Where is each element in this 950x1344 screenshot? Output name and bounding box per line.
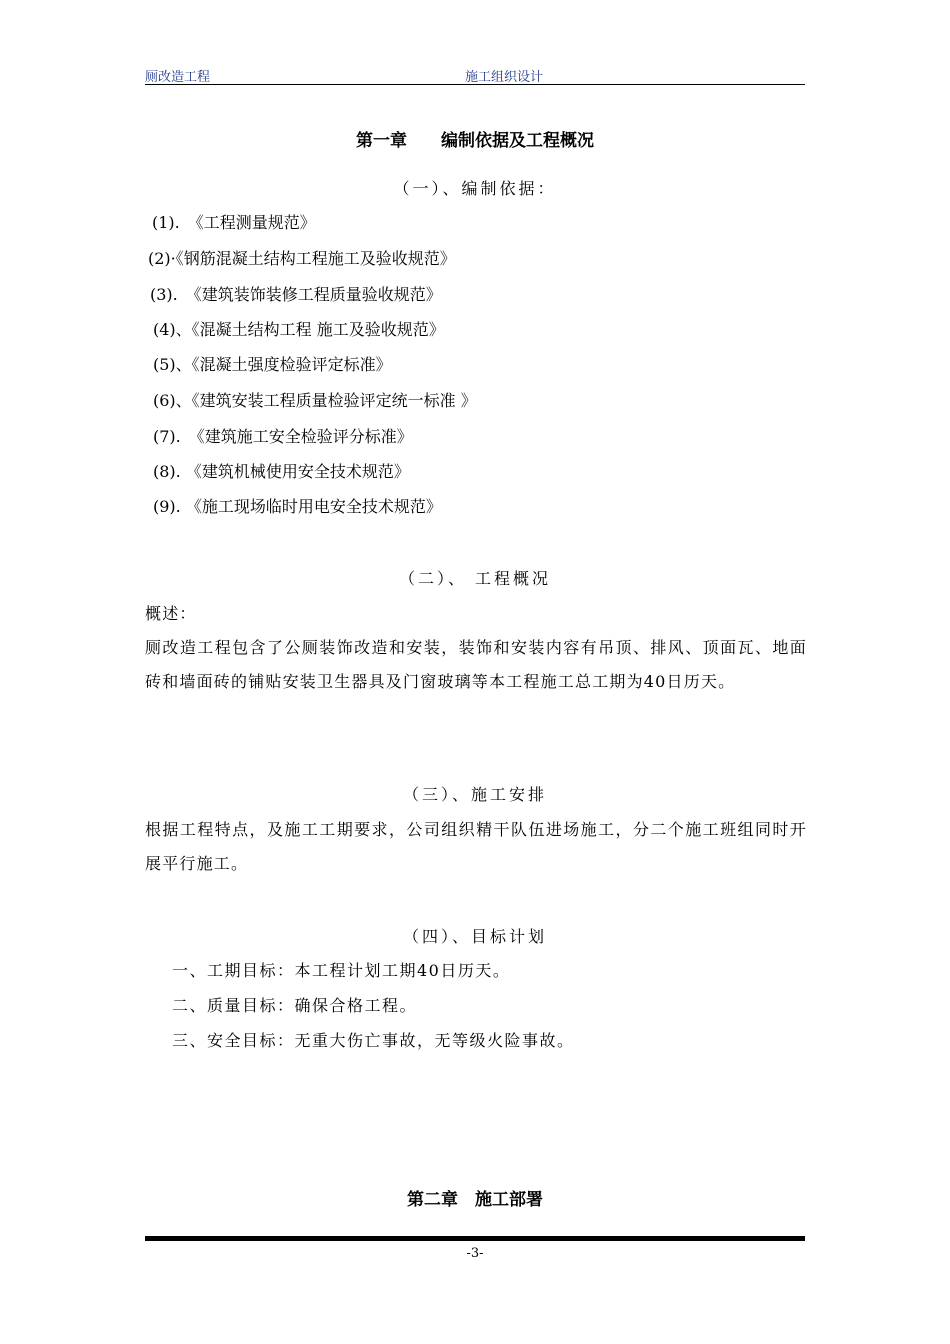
- basis-item-4: (4)、《混凝土结构工程 施工及验收规范》: [153, 320, 445, 339]
- page-number: -3-: [466, 1246, 484, 1261]
- basis-item-3: (3). 《建筑装饰装修工程质量验收规范》: [150, 285, 442, 304]
- target-item-safety: 三、安全目标：无重大伤亡事故，无等级火险事故。: [172, 1031, 575, 1050]
- basis-item-9: (9). 《施工现场临时用电安全技术规范》: [153, 497, 442, 516]
- section-3-title: （三）、施工安排: [402, 785, 547, 804]
- page-header: [145, 64, 805, 85]
- chapter-2-title: 第二章 施工部署: [407, 1190, 543, 1210]
- arrangement-paragraph: 根据工程特点，及施工工期要求，公司组织精干队伍进场施工，分二个施工班组同时开展平行施工。: [145, 820, 807, 873]
- basis-item-5: (5)、《混凝土强度检验评定标准》: [153, 355, 392, 374]
- target-item-schedule: 一、工期目标：本工程计划工期40日历天。: [172, 961, 511, 980]
- overview-paragraph: 厕改造工程包含了公厕装饰改造和安装，装饰和安装内容有吊顶、排风、顶面瓦、地面砖和墙面砖的铺贴安装卫生器具及门窗玻璃等本工程施工总工期为40日历天。: [145, 638, 807, 691]
- basis-item-7: (7). 《建筑施工安全检验评分标准》: [153, 427, 413, 446]
- section-2-title: （二）、 工程概况: [398, 569, 552, 588]
- basis-item-2: (2)·《钢筋混凝土结构工程施工及验收规范》: [148, 249, 456, 268]
- target-item-quality: 二、质量目标：确保合格工程。: [172, 996, 418, 1015]
- overview-label: 概述：: [145, 604, 197, 623]
- header-project-name: 厕改造工程: [145, 70, 211, 85]
- header-document-title: 施工组织设计: [465, 70, 544, 85]
- basis-item-1: (1). 《工程测量规范》: [152, 213, 316, 232]
- section-1-title: （一）、编制依据：: [393, 179, 557, 198]
- basis-item-8: (8). 《建筑机械使用安全技术规范》: [153, 462, 410, 481]
- section-4-title: （四）、目标计划: [402, 927, 547, 946]
- chapter-1-title: 第一章 编制依据及工程概况: [356, 131, 594, 151]
- basis-item-6: (6)、《建筑安装工程质量检验评定统一标准 》: [153, 391, 477, 410]
- footer-rule: [145, 1236, 805, 1241]
